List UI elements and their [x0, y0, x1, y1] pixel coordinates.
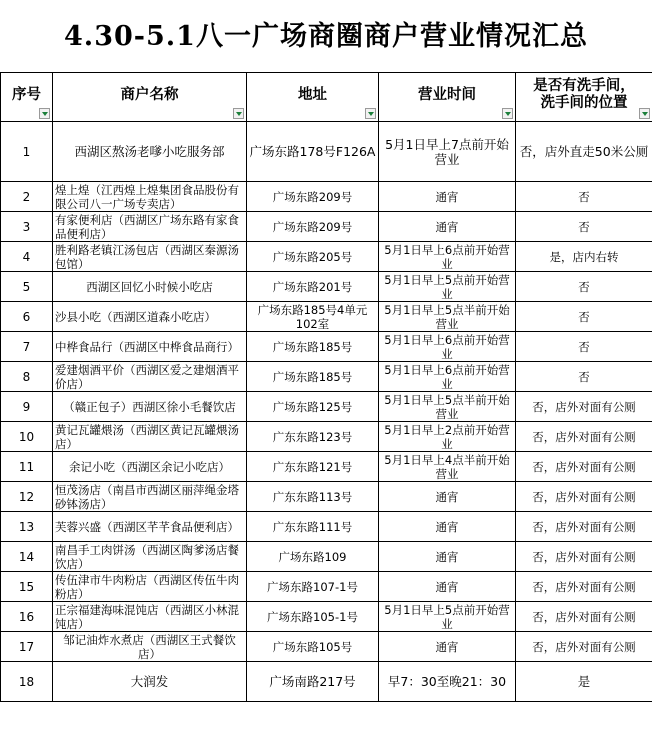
- cell-hours: 通宵: [379, 572, 516, 602]
- cell-hours: 5月1日早上7点前开始营业: [379, 122, 516, 182]
- filter-dropdown-icon[interactable]: [502, 108, 513, 119]
- cell-seq: 8: [1, 362, 53, 392]
- table-row: [1, 482, 652, 512]
- cell-hours: 5月1日早上6点前开始营业: [379, 332, 516, 362]
- table-row: [1, 272, 652, 302]
- cell-washroom: 否，店外对面有公厕: [516, 482, 652, 512]
- cell-name: 大润发: [53, 662, 247, 702]
- header-seq-label: 序号: [12, 86, 41, 103]
- cell-hours: 通宵: [379, 632, 516, 662]
- cell-seq: 7: [1, 332, 53, 362]
- cell-name: 煌上煌（江西煌上煌集团食品股份有限公司八一广场专卖店）: [53, 182, 247, 212]
- header-name: [53, 73, 247, 122]
- cell-name: 余记小吃（西湖区余记小吃店）: [53, 452, 247, 482]
- table-row: [1, 332, 652, 362]
- cell-seq: 11: [1, 452, 53, 482]
- cell-name: 芙蓉兴盛（西湖区芊芊食品便利店）: [53, 512, 247, 542]
- cell-address: 广场东路209号: [247, 182, 379, 212]
- cell-seq: 3: [1, 212, 53, 242]
- header-washroom-line2: 洗手间的位置: [540, 95, 628, 111]
- merchant-table: [0, 72, 652, 702]
- cell-washroom: 否: [516, 272, 652, 302]
- page-title: 4.30-5.1八一广场商圈商户营业情况汇总: [64, 20, 588, 52]
- cell-hours: 通宵: [379, 542, 516, 572]
- cell-address: 广场东路185号: [247, 332, 379, 362]
- header-hours-label: 营业时间: [418, 86, 476, 103]
- cell-seq: 2: [1, 182, 53, 212]
- cell-seq: 17: [1, 632, 53, 662]
- cell-hours: 通宵: [379, 512, 516, 542]
- cell-address: 广场东路178号F126A: [247, 122, 379, 182]
- header-address: [247, 73, 379, 122]
- cell-address: 广场东路105号: [247, 632, 379, 662]
- table-row: [1, 452, 652, 482]
- table-row: [1, 572, 652, 602]
- cell-washroom: 否，店外对面有公厕: [516, 452, 652, 482]
- header-address-label: 地址: [298, 86, 327, 103]
- cell-address: 广场东路205号: [247, 242, 379, 272]
- cell-hours: 通宵: [379, 212, 516, 242]
- cell-washroom: 否: [516, 332, 652, 362]
- cell-hours: 5月1日早上5点半前开始营业: [379, 392, 516, 422]
- cell-seq: 5: [1, 272, 53, 302]
- cell-seq: 6: [1, 302, 53, 332]
- cell-washroom: 否，店外对面有公厕: [516, 602, 652, 632]
- header-seq: [1, 73, 53, 122]
- cell-name: 恒茂汤店（南昌市西湖区丽萍绳金塔砂钵汤店）: [53, 482, 247, 512]
- cell-seq: 10: [1, 422, 53, 452]
- cell-address: 广东东路123号: [247, 422, 379, 452]
- cell-address: 广场东路201号: [247, 272, 379, 302]
- table-row: [1, 182, 652, 212]
- table-row: [1, 212, 652, 242]
- cell-seq: 16: [1, 602, 53, 632]
- cell-washroom: 否，店外直走50米公厕: [516, 122, 652, 182]
- table-row: [1, 122, 652, 182]
- header-washroom: [516, 73, 652, 122]
- cell-name: 爱建烟酒平价（西湖区爱之建烟酒平价店）: [53, 362, 247, 392]
- cell-washroom: 是: [516, 662, 652, 702]
- cell-name: 胜利路老镇江汤包店（西湖区秦源汤包馆）: [53, 242, 247, 272]
- cell-address: 广东东路111号: [247, 512, 379, 542]
- cell-name: 邹记油炸水煮店（西湖区王式餐饮店）: [53, 632, 247, 662]
- filter-dropdown-icon[interactable]: [233, 108, 244, 119]
- cell-seq: 13: [1, 512, 53, 542]
- table-row: [1, 392, 652, 422]
- table-row: [1, 632, 652, 662]
- cell-washroom: 否，店外对面有公厕: [516, 422, 652, 452]
- table-row: [1, 302, 652, 332]
- cell-washroom: 否: [516, 362, 652, 392]
- cell-hours: 通宵: [379, 182, 516, 212]
- table-row: [1, 512, 652, 542]
- table-row: [1, 602, 652, 632]
- cell-name: （赣正包子）西湖区徐小毛餐饮店: [53, 392, 247, 422]
- cell-seq: 14: [1, 542, 53, 572]
- cell-washroom: 否，店外对面有公厕: [516, 632, 652, 662]
- cell-address: 广场东路107-1号: [247, 572, 379, 602]
- cell-washroom: 否，店外对面有公厕: [516, 512, 652, 542]
- cell-hours: 5月1日早上6点前开始营业: [379, 362, 516, 392]
- cell-name: 传伍津市牛肉粉店（西湖区传伍牛肉粉店）: [53, 572, 247, 602]
- cell-name: 西湖区回忆小时候小吃店: [53, 272, 247, 302]
- cell-hours: 5月1日早上6点前开始营业: [379, 242, 516, 272]
- header-row: [1, 73, 652, 122]
- cell-hours: 5月1日早上5点半前开始营业: [379, 302, 516, 332]
- cell-name: 正宗福建海味混饨店（西湖区小林混饨店）: [53, 602, 247, 632]
- table-row: [1, 422, 652, 452]
- header-hours: [379, 73, 516, 122]
- header-name-label: 商户名称: [120, 86, 179, 103]
- cell-hours: 5月1日早上4点半前开始营业: [379, 452, 516, 482]
- cell-washroom: 否: [516, 182, 652, 212]
- cell-address: 广场东路109: [247, 542, 379, 572]
- filter-dropdown-icon[interactable]: [365, 108, 376, 119]
- cell-name: 中桦食品行（西湖区中桦食品商行）: [53, 332, 247, 362]
- filter-dropdown-icon[interactable]: [39, 108, 50, 119]
- cell-hours: 早7：30至晚21：30: [379, 662, 516, 702]
- header-washroom-line1: 是否有洗手间，: [533, 78, 635, 94]
- cell-seq: 18: [1, 662, 53, 702]
- table-row: [1, 242, 652, 272]
- cell-address: 广场东路209号: [247, 212, 379, 242]
- cell-hours: 5月1日早上2点前开始营业: [379, 422, 516, 452]
- cell-address: 广东东路121号: [247, 452, 379, 482]
- cell-name: 有家便利店（西湖区广场东路有家食品便利店）: [53, 212, 247, 242]
- cell-name: 南昌手工肉饼汤（西湖区陶爹汤店餐饮店）: [53, 542, 247, 572]
- cell-washroom: 否，店外对面有公厕: [516, 572, 652, 602]
- cell-hours: 5月1日早上5点前开始营业: [379, 272, 516, 302]
- cell-name: 沙县小吃（西湖区道森小吃店）: [53, 302, 247, 332]
- table-row: [1, 542, 652, 572]
- cell-washroom: 否: [516, 302, 652, 332]
- cell-address: 广东东路113号: [247, 482, 379, 512]
- cell-name: 黄记瓦罐煨汤（西湖区黄记瓦罐煨汤店）: [53, 422, 247, 452]
- cell-seq: 12: [1, 482, 53, 512]
- cell-address: 广场南路217号: [247, 662, 379, 702]
- cell-seq: 15: [1, 572, 53, 602]
- cell-seq: 4: [1, 242, 53, 272]
- filter-dropdown-icon[interactable]: [639, 108, 650, 119]
- table-row: [1, 362, 652, 392]
- cell-seq: 9: [1, 392, 53, 422]
- cell-address: 广场东路125号: [247, 392, 379, 422]
- cell-address: 广场东路105-1号: [247, 602, 379, 632]
- cell-address: 广场东路185号: [247, 362, 379, 392]
- table-row: [1, 662, 652, 702]
- cell-washroom: 是，店内右转: [516, 242, 652, 272]
- cell-washroom: 否: [516, 212, 652, 242]
- cell-hours: 通宵: [379, 482, 516, 512]
- cell-name: 西湖区熬汤老嗲小吃服务部: [53, 122, 247, 182]
- cell-washroom: 否，店外对面有公厕: [516, 392, 652, 422]
- cell-hours: 5月1日早上5点前开始营业: [379, 602, 516, 632]
- cell-seq: 1: [1, 122, 53, 182]
- cell-address: 广场东路185号4单元102室: [247, 302, 379, 332]
- cell-washroom: 否，店外对面有公厕: [516, 542, 652, 572]
